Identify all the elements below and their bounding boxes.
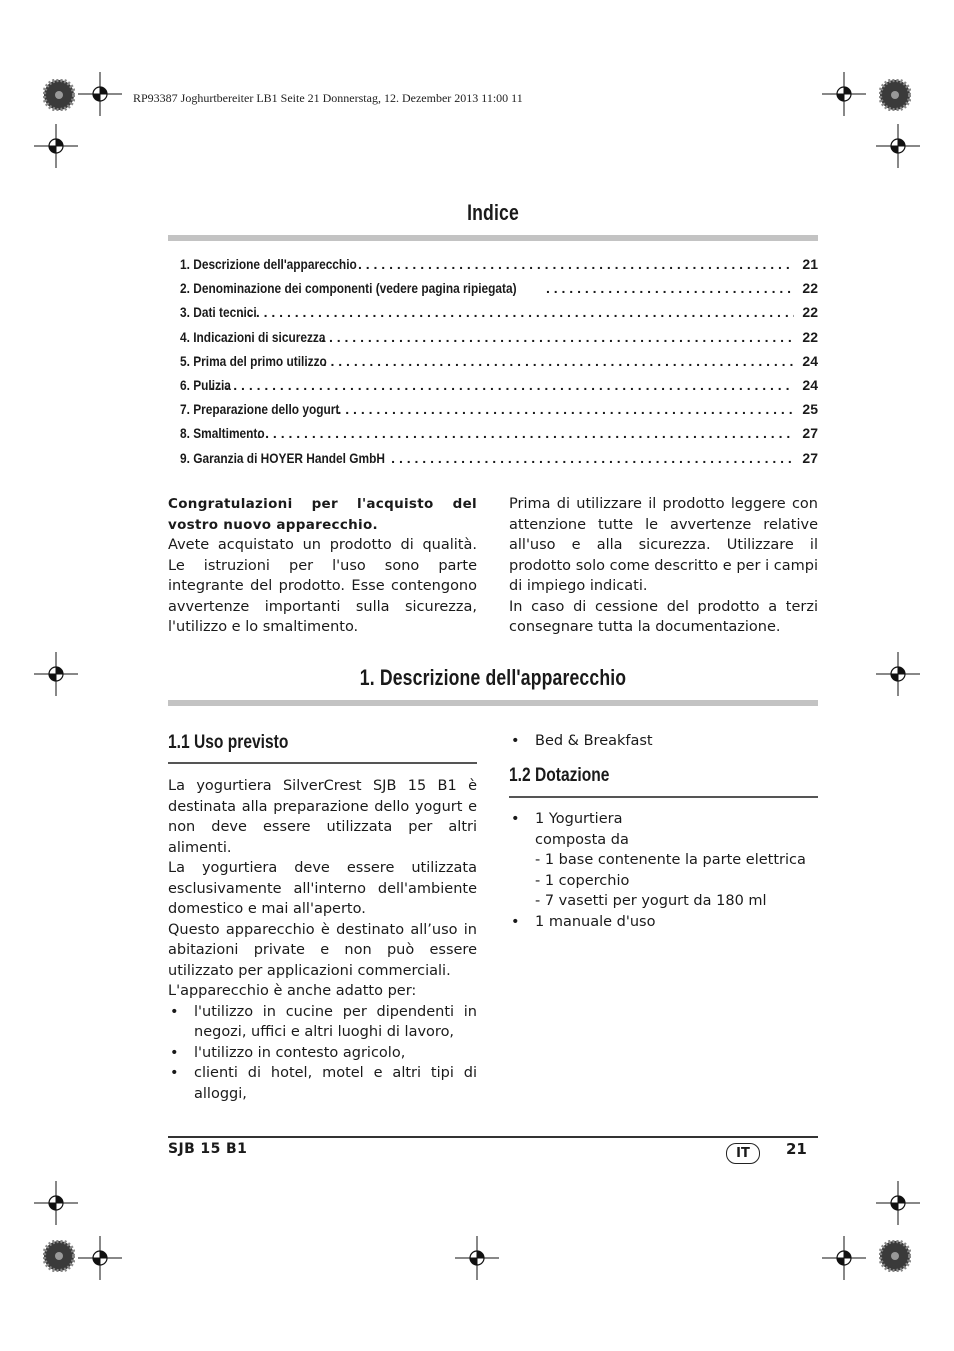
toc-entry[interactable] [180, 256, 818, 280]
uso-previsto-rule [168, 762, 477, 764]
toc-entry-label: 2. Denominazione dei componenti (vedere pagina ripiegata) [180, 280, 517, 297]
toc-entry-label: 6. Pulizia [180, 376, 231, 393]
toc-leader [358, 256, 794, 272]
dotazione-sub-item: - 1 coperchio [535, 872, 630, 889]
uso-continued [509, 731, 818, 752]
intro-right-paragraph-2: In caso di cessione del prodotto a terzi consegnare tutta la documentazione. [509, 598, 818, 635]
toc-entry-page: 25 [802, 401, 818, 418]
toc-entry[interactable] [180, 401, 818, 425]
registration-disc-top-left [43, 79, 75, 111]
intro-left-column [168, 494, 477, 638]
dotazione-list-2 [509, 912, 818, 933]
list-item [509, 809, 818, 850]
list-item: • l'utilizzo in cucine per dipendenti in negozi, uffici e altri luoghi di lavoro, [168, 1002, 477, 1043]
print-header: RP93387 Joghurtbereiter LB1 Seite 21 Donnerstag, 12. Dezember 2013 11:00 11 [133, 91, 523, 105]
intro-right-paragraph-1: Prima di utilizzare il prodotto leggere con attenzione tutte le avvertenze relative all'uso e alla sicurezza. Utilizzare il prodotto solo come descritto e per i campi di impiego indicati. [509, 496, 818, 594]
toc-entry-page: 27 [802, 425, 818, 442]
index-title-bar [168, 235, 818, 241]
crosshair-mark-bottom-right-a [822, 1236, 866, 1280]
crosshair-mark-mid-left [34, 652, 78, 696]
section-1-title-bar [168, 700, 818, 706]
registration-disc-bottom-right [879, 1240, 911, 1272]
registration-disc-bottom-left [43, 1240, 75, 1272]
intro-left-text: Avete acquistato un prodotto di qualità. Le istruzioni per l'uso sono parte integrante del prodotto. Esse contengono avvertenze importanti sulla sicurezza, l'utilizzo e lo smaltimento. [168, 537, 477, 635]
list-item: • Bed & Breakfast [509, 731, 818, 752]
dotazione-heading: 1.2 Dotazione [509, 765, 610, 786]
dotazione-list [509, 809, 818, 850]
toc-leader [210, 377, 794, 393]
toc-entry[interactable] [180, 377, 818, 401]
index-title: Indice [467, 200, 519, 225]
crosshair-mark-mid-right [876, 652, 920, 696]
toc-leader [323, 353, 794, 369]
toc-entry-label: 3. Dati tecnici [180, 304, 257, 321]
dotazione-item-1-line-2: composta da [535, 831, 629, 848]
toc-entry-page: 22 [802, 280, 818, 297]
intro-lead: Congratulazioni per l'acquisto del vostro nuovo apparecchio. [168, 496, 477, 533]
toc-entry-page: 27 [802, 449, 818, 466]
intro-right-column [509, 494, 818, 638]
crosshair-mark-top-right-a [822, 72, 866, 116]
crosshair-mark-top-right-b [876, 124, 920, 168]
toc-entry[interactable] [180, 450, 818, 474]
page-number: 21 [786, 1140, 807, 1158]
toc-leader [338, 401, 795, 417]
toc-entry-page: 21 [802, 256, 818, 272]
section-1-title: 1. Descrizione dell'apparecchio [359, 665, 627, 690]
toc-entry[interactable] [180, 353, 818, 377]
crosshair-mark-bottom-right-b [876, 1181, 920, 1225]
dotazione-sub-item: - 7 vasetti per yogurt da 180 ml [535, 893, 767, 909]
toc-entry-page: 22 [802, 304, 818, 321]
registration-disc-top-right [879, 79, 911, 111]
toc-entry[interactable] [180, 304, 818, 328]
dotazione-rule [509, 796, 818, 798]
crosshair-mark-bottom-center [455, 1236, 499, 1280]
toc-entry-label: 9. Garanzia di HOYER Handel GmbH [180, 449, 385, 466]
dotazione-item-1: • 1 Yogurtiera [535, 811, 623, 827]
toc-leader [250, 425, 794, 441]
footer-rule [168, 1136, 818, 1138]
toc-leader [240, 304, 794, 320]
toc-entry[interactable] [180, 329, 818, 353]
language-badge: IT [726, 1143, 760, 1164]
uso-paragraph-4: L'apparecchio è anche adatto per: [168, 983, 417, 999]
uso-paragraph-2: La yogurtiera deve essere utilizzata esclusivamente all'interno dell'ambiente domestico e mai all'aperto. [168, 860, 477, 917]
toc-leader [321, 329, 794, 345]
uso-bullet-list [168, 1002, 477, 1105]
footer-model: SJB 15 B1 [168, 1141, 248, 1157]
toc-entry-label: 5. Prima del primo utilizzo [180, 352, 327, 369]
crosshair-mark-bottom-left-a [34, 1181, 78, 1225]
uso-paragraph-1: La yogurtiera SilverCrest SJB 15 B1 è destinata alla preparazione dello yogurt e non deve essere utilizzata per altri alimenti. [168, 778, 477, 856]
toc-leader [546, 280, 794, 296]
crosshair-mark-top-left-b [34, 124, 78, 168]
toc-entry-label: 7. Preparazione dello yogurt [180, 401, 340, 418]
toc-entry-label: 4. Indicazioni di sicurezza [180, 328, 326, 345]
uso-bullet-list-continued [509, 731, 818, 752]
table-of-contents [180, 256, 818, 474]
uso-paragraph-3: Questo apparecchio è destinato all’uso in abitazioni private e non può essere utilizzato per applicazioni commerciali. [168, 921, 477, 979]
uso-previsto-body [168, 776, 477, 1104]
toc-entry-label: 1. Descrizione dell'apparecchio [180, 256, 357, 272]
toc-entry-label: 8. Smaltimento [180, 425, 265, 442]
toc-entry-page: 22 [802, 328, 818, 345]
toc-entry[interactable] [180, 280, 818, 304]
crosshair-mark-bottom-left-b [78, 1236, 122, 1280]
list-item: • l'utilizzo in contesto agricolo, [168, 1043, 477, 1064]
toc-entry-page: 24 [802, 352, 818, 369]
toc-entry[interactable] [180, 425, 818, 449]
toc-entry-page: 24 [802, 376, 818, 393]
toc-leader [391, 450, 794, 466]
list-item: • 1 manuale d'uso [509, 912, 818, 933]
dotazione-body [509, 809, 818, 932]
uso-previsto-heading: 1.1 Uso previsto [168, 732, 289, 753]
crosshair-mark-top-left-a [78, 72, 122, 116]
dotazione-sub-item: - 1 base contenente la parte elettrica [535, 852, 806, 868]
list-item: • clienti di hotel, motel e altri tipi di alloggi, [168, 1063, 477, 1104]
